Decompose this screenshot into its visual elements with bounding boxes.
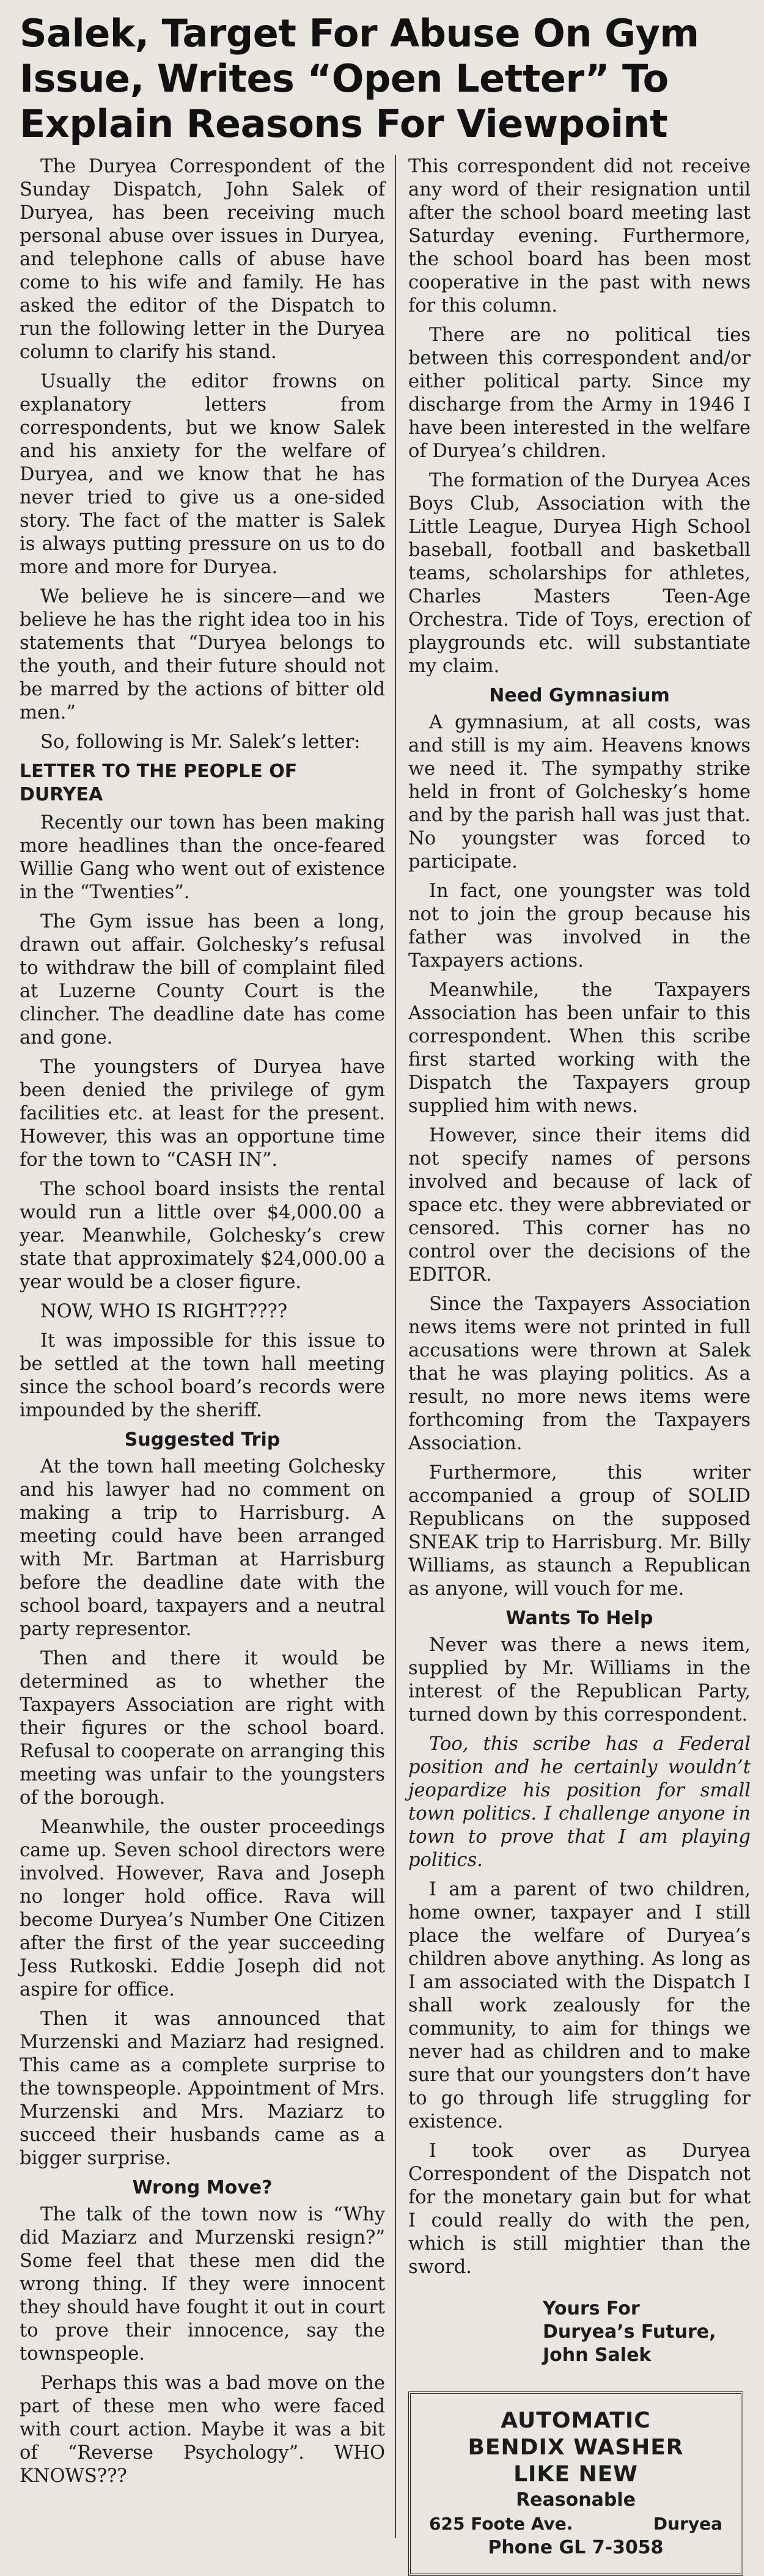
paragraph: Recently our town has been making more headlines than the once-feared Willie Gang who went out of existence in the “Twenties”. <box>20 812 385 903</box>
paragraph: Never was there a news item, supplied by Mr. Williams in the interest of the Republican Party, turned down by this correspondent. <box>408 1634 751 1725</box>
ad-line: AUTOMATIC <box>501 2408 651 2433</box>
subheading: Wrong Move? <box>132 2177 273 2198</box>
paragraph: Then it was announced that Murzenski and Maziarz had resigned. This came as a complete surprise to the townspeople. Appointment of Mrs. Murzenski and Mrs. Maziarz to succeed their husbands came as a bigger surprise. <box>20 2008 385 2169</box>
paragraph: Furthermore, this writer accompanied a group of SOLID Republicans on the supposed SNEAK trip to Harrisburg. Mr. Billy Williams, as staunch a Republican as anyone, will vouch for me. <box>408 1462 751 1600</box>
paragraph: Meanwhile, the ouster proceedings came up. Seven school directors were involved. However, Rava and Joseph no longer hold office. Rava will become Duryea’s Number One Citizen after the first of the year succeeding Jess Rutkoski. Eddie Joseph did not aspire for office. <box>20 1817 385 2000</box>
letter-heading: LETTER TO THE PEOPLE OF DURYEA <box>20 761 298 805</box>
paragraph: The talk of the town now is “Why did Maziarz and Murzenski resign?” Some feel that these men did the wrong thing. If they were innocent they should have fought it out in court to prove their innocence, say the townspeople. <box>20 2204 385 2365</box>
paragraph: The youngsters of Duryea have been denied the privilege of gym facilities etc. at least for the present. However, this was an opportune time for the town to “CASH IN”. <box>20 1056 385 1171</box>
signature-name: John Salek <box>543 2344 652 2366</box>
signature-line: Yours For <box>543 2298 640 2319</box>
paragraph: There are no political ties between this correspondent and/or either political party. Since my discharge from the Army in 1946 I have been interested in the welfare of Duryea’s children. <box>408 324 751 462</box>
paragraph: Usually the editor frowns on explanatory letters from correspondents, but we know Salek and his anxiety for the welfare of Duryea, and we know that he has never tried to give us a one-sided story. The fact of the matter is Salek is always putting pressure on us to do more and more for Duryea. <box>20 371 385 578</box>
paragraph: Meanwhile, the Taxpayers Association has been unfair to this correspondent. When this scribe first started working with the Dispatch the Taxpayers group supplied him with news. <box>408 979 751 1117</box>
article-columns <box>20 155 751 2558</box>
headline-line: Salek, Target For Abuse On Gym <box>20 11 699 56</box>
ad-line: LIKE NEW <box>513 2462 638 2487</box>
paragraph: So, following is Mr. Salek’s letter: <box>40 731 361 753</box>
ad-town: Duryea <box>653 2514 722 2534</box>
paragraph: I took over as Duryea Correspondent of the Dispatch not for the monetary gain but for what I could really do with the pen, which is still mightier than the sword. <box>408 2140 751 2278</box>
ad-address: 625 Foote Ave. <box>429 2514 573 2534</box>
headline-line: Issue, Writes “Open Letter” To <box>20 56 669 101</box>
headline <box>20 11 751 147</box>
paragraph: Perhaps this was a bad move on the part of these men who were faced with court action. Maybe it was a bit of “Reverse Psychology”. WHO KNOWS??? <box>20 2373 385 2487</box>
ad-line: Reasonable <box>516 2489 636 2511</box>
subheading: Need Gymnasium <box>489 685 670 706</box>
headline-line: Explain Reasons For Viewpoint <box>20 101 668 146</box>
right-column-text <box>408 155 751 2279</box>
signature <box>543 2297 751 2367</box>
paragraph: We believe he is sincere—and we believe he has the right idea too in his statements that “Duryea belongs to the youth, and their future should not be marred by the actions of bitter old men.” <box>20 586 385 723</box>
paragraph: At the town hall meeting Golchesky and his lawyer had no comment on making a trip to Harrisburg. A meeting could have been arranged with Mr. Bartman at Harrisburg before the deadline date with the school board, taxpayers and a neutral party representor. <box>20 1456 385 1640</box>
signature-line: Duryea’s Future, <box>543 2321 716 2343</box>
left-column <box>20 155 385 2538</box>
ad-line: BENDIX WASHER <box>468 2435 684 2460</box>
paragraph: Since the Taxpayers Association news items were not printed in full accusations were thrown at Salek that he was playing politics. As a result, no more news items were forthcoming from the Taxpayers Association. <box>408 1293 751 1454</box>
subheading: Wants To Help <box>505 1608 653 1629</box>
paragraph: However, since their items did not specify names of persons involved and because of lack of space etc. they were abbreviated or censored. This corner has no control over the decisions of the EDITOR. <box>408 1125 751 1286</box>
paragraph: I am a parent of two children, home owner, taxpayer and I still place the welfare of Duryea’s children above anything. As long as I am associated with the Dispatch I shall work zealously for the community, to aim for things we never had as children and to make sure that our youngsters don’t have to go through life struggling for existence. <box>408 1879 751 2132</box>
classified-ad <box>408 2391 743 2576</box>
paragraph: The formation of the Duryea Aces Boys Club, Association with the Little League, Duryea High School baseball, football and basketball teams, scholarships for athletes, Charles Masters Teen-Age Orchestra. Tide of Toys, erection of playgrounds etc. will substantiate my claim. <box>408 470 751 677</box>
paragraph: The Gym issue has been a long, drawn out affair. Golchesky’s refusal to withdraw the bill of complaint filed at Luzerne County Court is the clincher. The deadline date has come and gone. <box>20 911 385 1048</box>
paragraph: Then and there it would be determined as to whether the Taxpayers Association are right with their figures or the school board. Refusal to cooperate on arranging this meeting was unfair to the youngsters of the borough. <box>20 1648 386 1809</box>
paragraph: In fact, one youngster was told not to join the group because his father was involved in the Taxpayers actions. <box>408 880 751 971</box>
ad-address-row <box>417 2512 735 2536</box>
paragraph: Too, this scribe has a Federal position and he certainly wouldn’t jeopardize his position for small town politics. I challenge anyone in town to prove that I am playing politics. <box>408 1733 751 1871</box>
paragraph: This correspondent did not receive any word of their resignation until after the school board meeting last Saturday evening. Furthermore, the school board has been most cooperative in the past with news for this column. <box>408 156 751 317</box>
paragraph: The school board insists the rental would run a little over $4,000.00 a year. Meanwhile, Golchesky’s crew state that approximately $24,000.00 a year would be a closer figure. <box>20 1179 385 1293</box>
subheading: Suggested Trip <box>124 1429 281 1451</box>
ad-phone: Phone GL 7-3058 <box>488 2537 664 2558</box>
column-rule <box>395 155 396 2538</box>
paragraph: It was impossible for this issue to be settled at the town hall meeting since the school board’s records were impounded by the sheriff. <box>20 1330 385 1421</box>
paragraph: NOW, WHO IS RIGHT???? <box>40 1301 288 1322</box>
right-column <box>408 155 751 2558</box>
paragraph: A gymnasium, at all costs, was and still is my aim. Heavens knows we need it. The sympathy strike held in front of Golchesky’s home and by the parish hall was just that. No youngster was forced to participate. <box>408 712 751 873</box>
paragraph: The Duryea Correspondent of the Sunday Dispatch, John Salek of Duryea, has been receiving much personal abuse over issues in Duryea, and telephone calls of abuse have come to his wife and family. He has asked the editor of the Dispatch to run the following letter in the Duryea column to clarify his stand. <box>20 156 385 363</box>
